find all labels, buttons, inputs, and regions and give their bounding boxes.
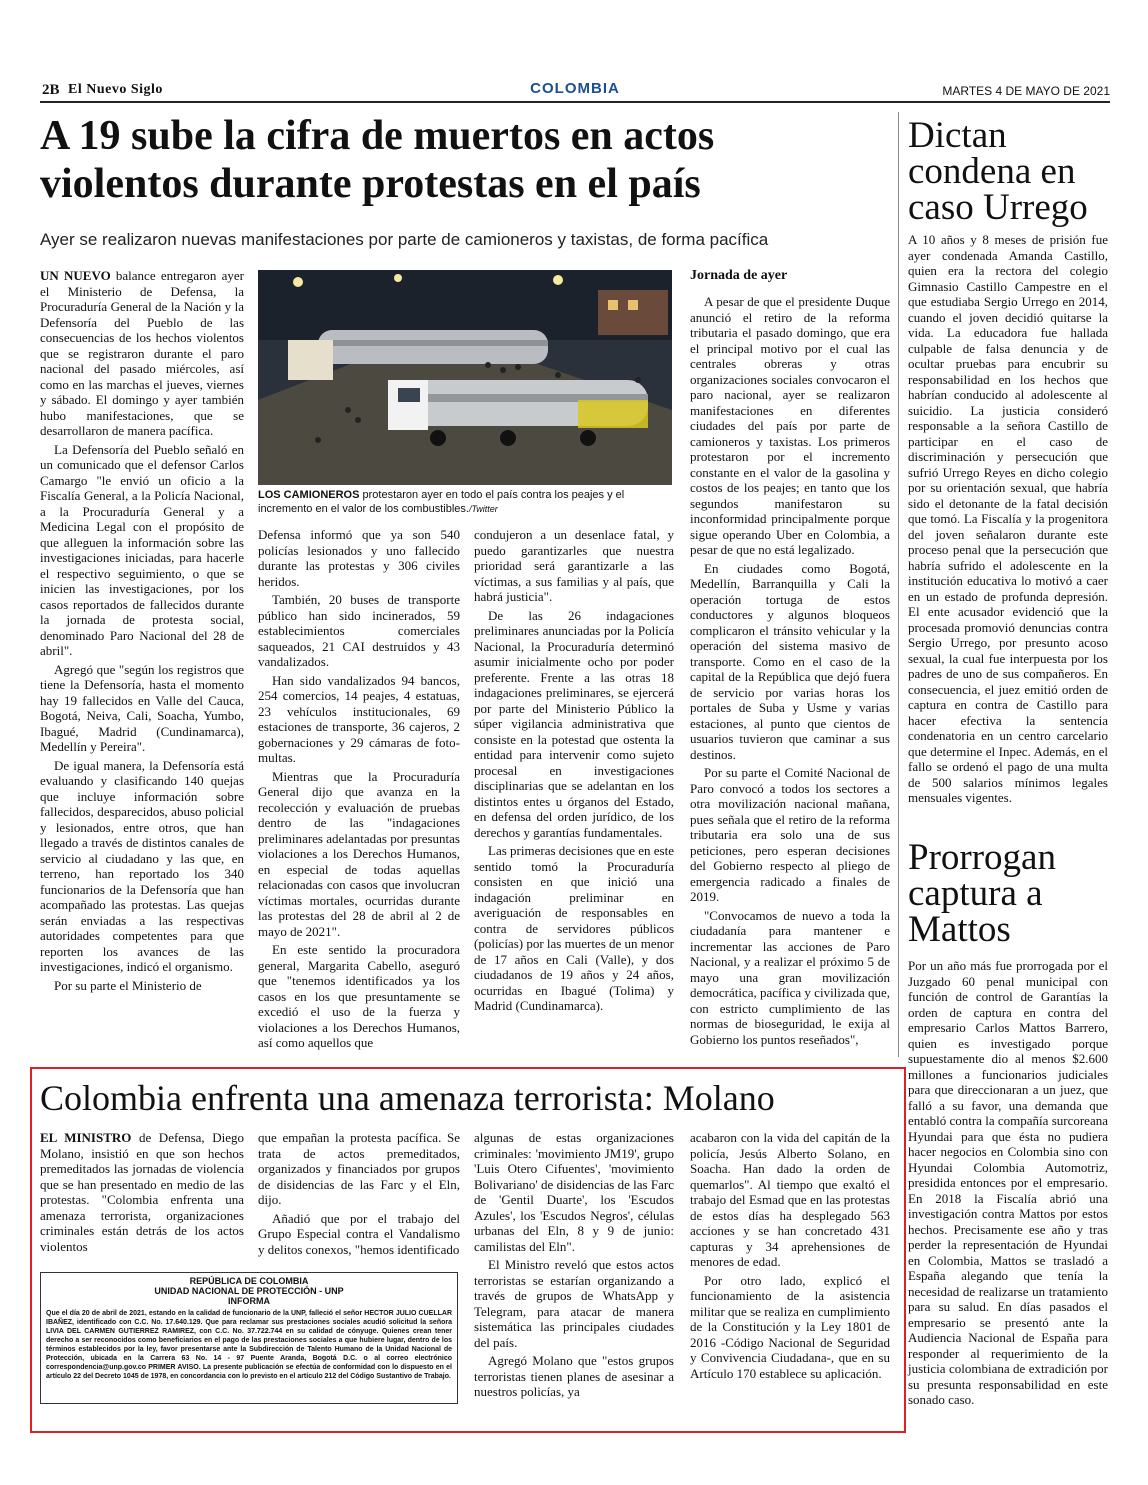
lower-column-4	[690, 1130, 890, 1384]
protest-photo	[258, 270, 672, 485]
paragraph	[474, 1130, 674, 1254]
main-subhead: Ayer se realizaron nuevas manifestaciones por parte de camioneros y taxistas, de forma pacífica	[40, 230, 769, 249]
paragraph-text: Han sido vandalizados 94 bancos, 254 comercios, 14 peajes, 4 estatuas, 23 vehículos institucionales, 69 estaciones de transporte, 36 cajeros, 2 gobernaciones y 29 cámaras de foto-multas.	[258, 672, 460, 765]
sidebar-text-urrego: A 10 años y 8 meses de prisión fue ayer condenada Amanda Castillo, quien era la rectora del colegio Gimnasio Castillo Campestre en el que estudiaba Sergio Urrego en 2014, cuando el joven decidió quitarse la vida. La educadora fue hallada culpable de falsa denuncia y de ocultar pruebas para encubrir su responsabilidad en los hechos que habrían conducido al adolescente al suicidio. La justicia consideró responsable a la señora Castillo de participar en el caso de discriminación y persecución que sufrió Urrego Reyes en dicho colegio por su orientación sexual, que habría sido el detonante de la fatal decisión que tomó. La Fiscalía y la progenitora del joven señalaron durante este proceso penal que la persecución que habría sufrido el adolescente en la institución educativa lo motivó a caer en un estado de profunda depresión. El ente acusador evidenció que la procesada promovió denuncias contra Sergio Urrego, por presunto acoso sexual, la cual fue interpuesta por los padres de uno de sus compañeros. En consecuencia, el juez emitió orden de captura en contra de Castillo para hacer efectiva la sentencia condenatoria en un centro carcelario que determine el Inpec. Además, en el fallo se ordenó el pago de una multa de 500 salarios mínimos legales mensuales vigentes.	[908, 232, 1108, 805]
lower-column-3	[474, 1130, 674, 1403]
paragraph	[40, 758, 244, 975]
truck-protest-image	[258, 270, 672, 485]
paragraph	[690, 765, 890, 905]
paragraph-text: Agregó Molano que "estos grupos terroristas tienen planes de asesinar a nuestros policías, ya	[474, 1353, 674, 1399]
paragraph-text: En ciudades como Bogotá, Medellín, Barranquilla y Cali la operación tortuga de estos conductores y algunos bloqueos complicaron el tránsito vehicular y la operación del sistema masivo de transporte. Como en el caso de la capital de la República que dejó fuera de servicio por varias horas los portales de Suba y Usme y varias estaciones, al punto que cientos de usuarios tuvieron que caminar a sus destinos.	[690, 560, 890, 762]
caption-text: protestaron ayer en todo el país contra los peajes y el incremento en el valor de los combustibles.	[258, 489, 625, 515]
paragraph-text: Defensa informó que ya son 540 policías lesionados y uno fallecido durante las protestas y 306 civiles heridos.	[258, 527, 460, 589]
paragraph	[474, 527, 674, 605]
paragraph	[40, 662, 244, 755]
header-rule	[40, 101, 1110, 103]
paragraph-text: En este sentido la procuradora general, Margarita Cabello, aseguró que "tenemos identificados ya los casos en los que presuntamente se excedió el uso de la fuerza y violaciones a los Derechos Humanos, así como aquellos que	[258, 942, 460, 1050]
main-column-2	[258, 527, 460, 1054]
lead-in: EL MINISTRO	[40, 1130, 132, 1145]
sidebar-story-mattos	[908, 958, 1108, 1411]
paragraph	[40, 978, 244, 994]
paragraph	[474, 1257, 674, 1350]
lower-headline: Colombia enfrenta una amenaza terrorista: Molano	[40, 1078, 775, 1118]
paragraph	[690, 561, 890, 763]
paragraph	[474, 1353, 674, 1400]
paragraph	[690, 294, 890, 558]
sidebar-story-urrego	[908, 232, 1108, 809]
photo-caption	[258, 488, 672, 516]
notice-body: Que el día 20 de abril de 2021, estando en la calidad de funcionario de la UNP, falleció el señor HECTOR JULIO CUELLAR IBAÑEZ, identificado con C.C. No. 17.640.129. Que para reclamar sus prestaciones sociales acudió solicitud la señora LIVIA DEL CARMEN GUTIERREZ RAMIREZ, con C.C. No. 37.722.744 en su calidad de cónyuge. Quienes crean tener derecho a ser reconocidos como beneficiarios en el pago de las prestaciones sociales a que hubiere lugar, dentro de los términos establecidos por la ley, favor presentarse ante la Subdirección de Talento Humano de la Unidad Nacional de Protección, ubicada en la Carrera 63 No. 14 - 97 Puente Aranda, Bogotá D.C. o al correo electrónico correspondencia@unp.gov.co PRIMER AVISO. La presente publicación se efectúa de conformidad con lo dispuesto en el artículo 22 del Decreto 1045 de 1978, en concordancia con lo previsto en el artículo 212 del Código Sustantivo de Trabajo.	[46, 1310, 452, 1380]
paragraph-text: balance entregaron ayer el Ministerio de Defensa, la Procuraduría General de la Nación y la Defensoría del Pueblo de las consecuencias de los hechos violentos que se registraron durante el paro nacional del pasado miércoles, así como en las marchas el jueves, viernes y sábado. El domingo y ayer también hubo manifestaciones, que se desarrollaron de manera pacífica.	[40, 268, 244, 438]
unp-notice	[40, 1272, 458, 1404]
paragraph-text: que empañan la protesta pacífica. Se trata de actos premeditados, organizados y financiados por grupos de disidencias de las Farc y el Eln, dijo.	[258, 1130, 460, 1207]
main-column-4	[690, 268, 890, 1050]
paragraph-text: Añadió que por el trabajo del Grupo Especial contra el Vandalismo y delitos conexos, "hemos identificado	[258, 1210, 460, 1257]
caption-lead: LOS CAMIONEROS	[258, 489, 360, 501]
notice-title-1: REPÚBLICA DE COLOMBIA	[189, 1276, 309, 1286]
lower-column-2	[258, 1130, 460, 1260]
paragraph-text: acabaron con la vida del capitán de la policía, Jesús Alberto Solano, en Soacha. Han dado la orden de quemarlos". Al tiempo que exaltó el trabajo del Esmad que en las protestas de estos días ha desplegado 563 acciones y se han concretado 431 capturas y 34 aprehensiones de menores de edad.	[690, 1130, 890, 1269]
paragraph	[258, 592, 460, 670]
paragraph-text: "Convocamos de nuevo a toda la ciudadanía para mantener e incrementar las acciones de Paro Nacional, y a realizar el próximo 5 de mayo una gran movilización democrática, pacífica y civilizada que, con estricto cumplimiento de las normas de bioseguridad, le exija al Gobierno los puntos reseñados",	[690, 907, 890, 1047]
paragraph-text: De las 26 indagaciones preliminares anunciadas por la Policía Nacional, la Procuraduría determinó asumir inicialmente ocho por poder preferente. Frente a las otras 18 indagaciones preliminares, se ejercerá por parte del Ministerio Público la súper vigilancia administrativa que consiste en la potestad que ostenta la entidad para intervenir como sujeto procesal en investigaciones disciplinarias que se adelantan en los distintos entes u órganos del Estado, en defensa del orden jurídico, de los derechos y garantías fundamentales.	[474, 607, 674, 840]
paragraph-text: Agregó que "según los registros que tiene la Defensoría, hasta el momento hay 19 fallecidos en Valle del Cauca, Bogotá, Neiva, Cali, Soacha, Yumbo, Ibagué, Madrid (Cundinamarca), Medellín y Pereira".	[40, 661, 244, 754]
paragraph-text: Mientras que la Procuraduría General dijo que avanza en la recolección y evaluación de pruebas dentro de las "indagaciones preliminares adelantadas por presuntas violaciones a los Derechos Humanos, en especial de todas aquellas relacionadas con casos que involucran víctimas mortales, ocurridas durante las protestas del 28 de abril al 2 de mayo de 2021".	[258, 768, 460, 939]
main-column-1	[40, 268, 244, 996]
notice-title-2: UNIDAD NACIONAL DE PROTECCIÓN - UNP	[154, 1286, 344, 1296]
paragraph	[258, 527, 460, 589]
paragraph-text: El Ministro reveló que estos actos terroristas se estarían organizando a través de grupos de WhatsApp y Telegram, para atacar de manera sistemática las principales ciudades del país.	[474, 1257, 674, 1350]
paragraph-text: También, 20 buses de transporte público han sido incinerados, 59 establecimientos comerciales saqueados, 21 CAI destruidos y 43 vandalizados.	[258, 592, 460, 669]
main-column-3	[474, 527, 674, 1017]
paragraph	[690, 1130, 890, 1270]
paragraph-text: de Defensa, Diego Molano, insistió en que son hechos premeditados las jornadas de violencia que se han presentado en medio de las protestas. "Colombia enfrenta una amenaza terrorista, organizaciones criminales están detrás de los actos violentos	[40, 1130, 244, 1254]
paragraph-text: algunas de estas organizaciones criminales: 'movimiento JM19', grupo 'Luis Otero Cifuentes', 'movimiento Bolivariano' de disidencias de las Farc de 'Gentil Duarte', los 'Escudos Azules', los 'Escudos Negros', células urbanas del Eln, 8 y 9 de junio: camilistas del Eln".	[474, 1130, 674, 1254]
paragraph-text: De igual manera, la Defensoría está evaluando y clasificando 140 quejas que incluye información sobre fallecidos, desparecidos, abuso policial y lesionados, entre otros, que han llegado a través de distintos canales de servicio al ciudadano y las que, en terreno, han reportado los 340 funcionarios de la Defensoría que han acompañado las protestas. Las quejas serán enviadas a las respectivas autoridades competentes para que reporten los avances de las investigaciones, indicó el organismo.	[40, 757, 244, 974]
paragraph-text: condujeron a un desenlace fatal, y puedo garantizarles que nuestra prioridad será garantizarle a las víctimas, a sus familias y al país, que habrá justicia".	[474, 527, 674, 604]
paragraph	[258, 769, 460, 940]
paragraph	[690, 1273, 890, 1382]
paragraph	[474, 843, 674, 1014]
page-number: 2B	[42, 82, 60, 98]
paragraph	[40, 1130, 244, 1254]
paragraph-text: Las primeras decisiones que en este sentido tomó la Procuraduría consisten en que inició una indagación preliminar en averiguación de responsables en contra de servidores públicos (policías) por las muertes de un menor de 17 años en Cali (Valle), y dos ciudadanos de 19 años y 24 años, ocurridas en Ibagué (Tolima) y Madrid (Cundinamarca).	[474, 843, 674, 1013]
paragraph	[40, 442, 244, 659]
paragraph	[258, 942, 460, 1051]
paragraph-text: La Defensoría del Pueblo señaló en un comunicado que el defensor Carlos Camargo "le envió un oficio a la Fiscalía General, a la Policía Nacional, a la Procuraduría General y a Medicina Legal con el propósito de que alleguen la información sobre las investigaciones iniciadas, para hacerle el respectivo seguimiento, o que se inicien las investigaciones, por los casos reportados de fallecidos durante la jornada de protesta social, denominado Paro Nacional del 28 de abril".	[40, 441, 244, 658]
paragraph	[258, 1211, 460, 1258]
newspaper-name: El Nuevo Siglo	[68, 82, 163, 97]
column-divider	[898, 112, 899, 1057]
jornada-subhead: Jornada de ayer	[690, 268, 788, 283]
main-headline: A 19 sube la cifra de muertos en actos violentos durante protestas en el país	[40, 113, 715, 207]
sidebar-text-mattos: Por un año más fue prorrogada por el Juzgado 60 penal municipal con función de control de Garantías la orden de captura en contra del empresario Carlos Mattos Barrero, quien es investigado porque supuestamente dio al menos $2.600 millones a funcionarios judiciales para que direccionaran a un juez, que falló a su favor, una demanda que entabló contra la compañía surcoreana Hyundai para que ésta no pudiera hacer negocios en Colombia sino con Hyundai Colombia Automotriz, presidida entonces por el empresario. En 2018 la Fiscalía abrió una investigación contra Mattos por estos hechos. Precisamente ese año y tras perder la representación de Hyundai en Colombia, Mattos se trasladó a España alegando que tenía la necesidad de realizarse un tratamiento para su salud. En días pasados el empresario se presentó ante la Audiencia Nacional de España para responder al requerimiento de la justicia colombiana de extradición por su presunta responsabilidad en este sonado caso.	[908, 958, 1108, 1407]
paragraph	[40, 268, 244, 439]
sidebar-headline-urrego: Dictan condena en caso Urrego	[908, 115, 1088, 228]
paragraph-text: Por su parte el Ministerio de	[54, 977, 202, 993]
paragraph	[690, 908, 890, 1048]
notice-title-3: INFORMA	[228, 1296, 270, 1306]
paragraph-text: Por su parte el Comité Nacional de Paro convocó a todos los sectores a otra movilización nacional mañana, pues señala que el retiro de la reforma tributaria era solo una de sus peticiones, pero esperan decisiones del Gobierno respecto al pliego de emergencia radicado a finales de 2019.	[690, 765, 890, 904]
section-label: COLOMBIA	[530, 80, 620, 97]
paragraph	[474, 608, 674, 841]
paragraph	[258, 673, 460, 766]
lower-column-1	[40, 1130, 244, 1257]
caption-credit: /Twitter	[468, 504, 498, 514]
main-column-4-body	[690, 294, 890, 1047]
issue-date: MARTES 4 DE MAYO DE 2021	[942, 84, 1110, 98]
paragraph	[258, 1130, 460, 1208]
paragraph-text: Por otro lado, explicó el funcionamiento de la asistencia militar que se realiza en cumplimiento de la Constitución y la Ley 1801 de 2016 -Código Nacional de Seguridad y Convivencia Ciudadana-, que en su Artículo 170 establece su aplicación.	[690, 1272, 890, 1381]
sidebar-headline-mattos: Prorrogan captura a Mattos	[908, 837, 1056, 950]
lead-in: UN NUEVO	[40, 268, 111, 283]
paragraph-text: A pesar de que el presidente Duque anunció el retiro de la reforma tributaria el pasado domingo, que era el principal motivo por el cual las centrales obreras y otras organizaciones sociales convocaron el paro nacional, ayer se realizaron manifestaciones en diferentes ciudades del país por parte de camioneros y taxistas. Los primeros protestaron por el incremento constante en el valor de la gasolina y costos de los peajes; en tanto que los segundos manifestaron su inconformidad principalmente porque sigue operando Uber en Colombia, a pesar de que no está legalizado.	[690, 294, 890, 557]
